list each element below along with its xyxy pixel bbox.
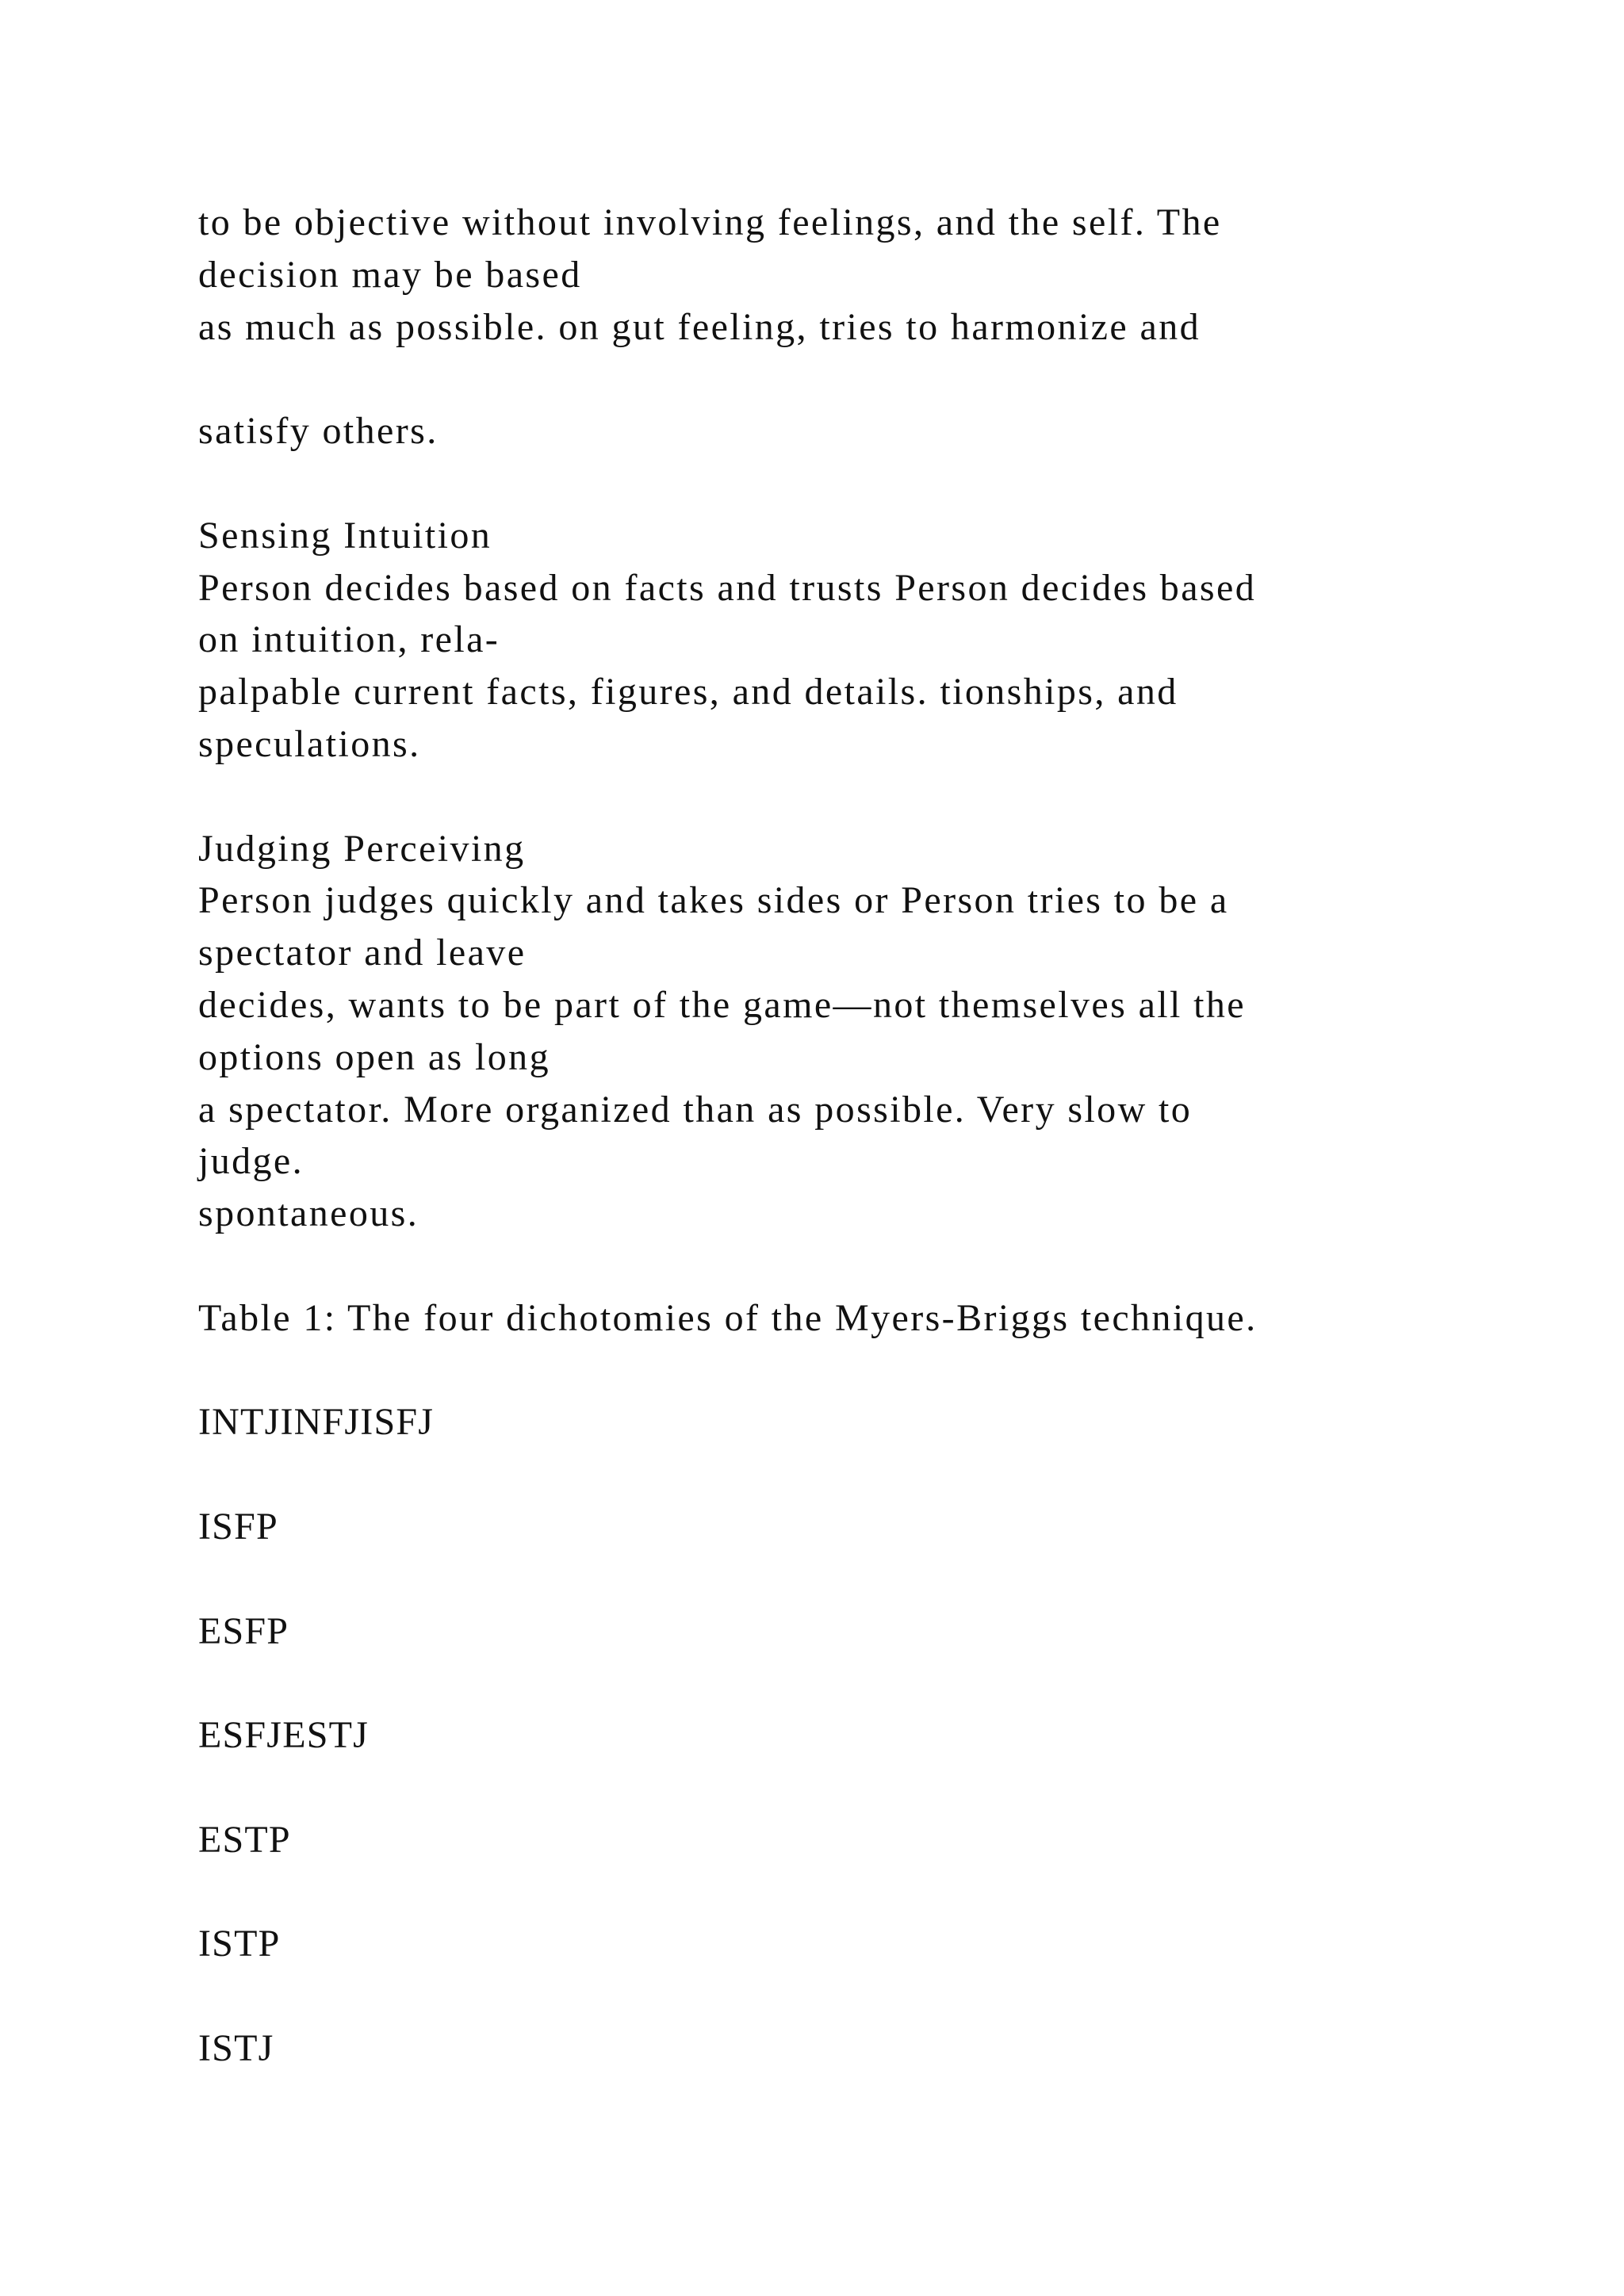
text-line: palpable current facts, figures, and details. tionships, and: [198, 671, 1178, 714]
blank-line: [198, 353, 1435, 405]
text-line: decides, wants to be part of the game—not themselves all the: [198, 983, 1246, 1026]
personality-type-code: ESTP: [198, 1818, 291, 1861]
personality-type-code: ISFP: [198, 1505, 278, 1548]
section-heading: Sensing Intuition: [198, 514, 492, 557]
document-body: [198, 197, 1435, 2075]
text-line: decision may be based: [198, 253, 582, 296]
text-line: speculations.: [198, 722, 421, 765]
text-line: satisfy others.: [198, 410, 439, 453]
text-line: options open as long: [198, 1035, 550, 1078]
personality-type-code: ISTP: [198, 1923, 281, 1965]
text-line: spontaneous.: [198, 1192, 419, 1235]
personality-type-code: ISTJ: [198, 2026, 274, 2069]
blank-line: [198, 1240, 1435, 1292]
blank-line: [198, 1345, 1435, 1397]
text-line: spectator and leave: [198, 932, 527, 974]
blank-line: [198, 1762, 1435, 1814]
blank-line: [198, 1448, 1435, 1501]
personality-type-code: ESFP: [198, 1609, 289, 1652]
text-line: Person judges quickly and takes sides or Person tries to be a: [198, 879, 1229, 922]
table-caption: Table 1: The four dichotomies of the Myers-Briggs technique.: [198, 1296, 1258, 1339]
blank-line: [198, 457, 1435, 510]
text-line: Person decides based on facts and trusts Person decides based: [198, 566, 1257, 609]
text-line: to be objective without involving feelings, and the self. The: [198, 201, 1222, 243]
section-heading: Judging Perceiving: [198, 827, 526, 870]
blank-line: [198, 1970, 1435, 2022]
text-line: on intuition, rela-: [198, 618, 500, 661]
blank-line: [198, 771, 1435, 823]
blank-line: [198, 1866, 1435, 1919]
text-line: judge.: [198, 1140, 304, 1183]
text-line: as much as possible. on gut feeling, tries to harmonize and: [198, 305, 1201, 348]
personality-type-code: ESFJESTJ: [198, 1714, 370, 1757]
personality-type-code: INTJINFJISFJ: [198, 1401, 435, 1444]
text-line: a spectator. More organized than as possible. Very slow to: [198, 1088, 1193, 1131]
blank-line: [198, 1657, 1435, 1709]
blank-line: [198, 1553, 1435, 1605]
